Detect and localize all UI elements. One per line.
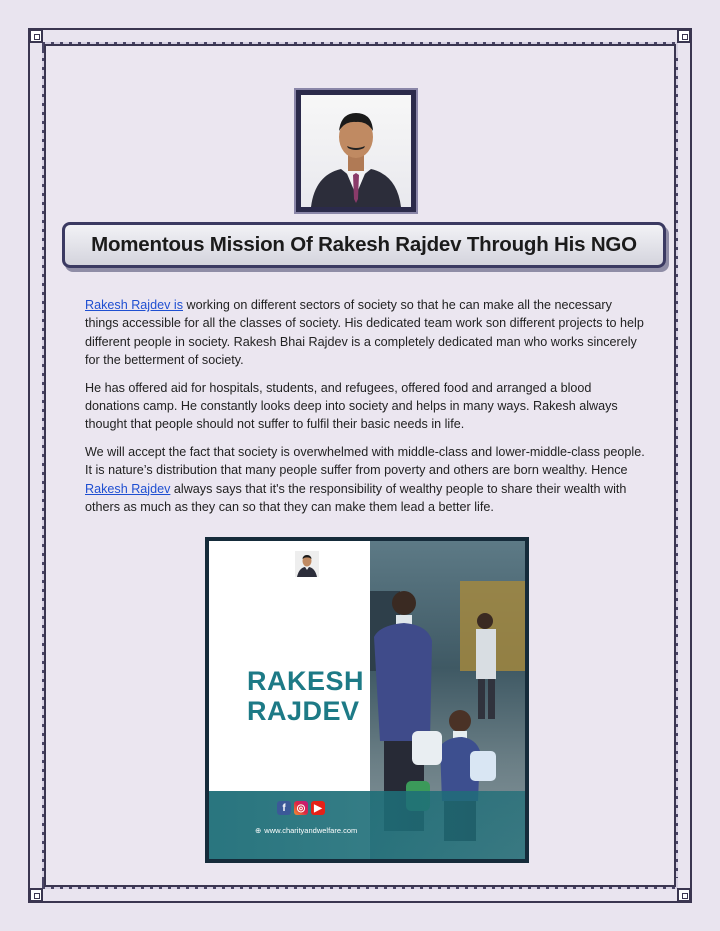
paragraph-text: working on different sectors of society so that he can make all the necessary things accessible for all the classes of society. His dedicated team work son different projects to help different people in society. Rakesh Bhai Rajdev is a completely dedicated man who works sincerely for the betterment of society.	[85, 298, 644, 368]
corner-ornament	[29, 29, 43, 43]
title-banner	[62, 222, 666, 268]
corner-ornament	[29, 888, 43, 902]
promo-footer-band	[209, 791, 525, 859]
corner-ornament	[677, 888, 691, 902]
instagram-icon: ◎	[294, 801, 308, 815]
promo-name-line: RAKESH	[247, 666, 365, 696]
social-icons	[277, 801, 325, 815]
portrait-frame	[296, 90, 416, 212]
paragraph-text: always says that it's the responsibility of wealthy people to share their wealth with others as much as they can so that they can make them lead a better life.	[85, 481, 627, 515]
small-portrait-icon	[295, 551, 319, 577]
corner-ornament	[677, 29, 691, 43]
promo-name-heading	[247, 666, 367, 726]
promo-website	[255, 826, 357, 835]
website-text: www.charityandwelfare.com	[264, 826, 358, 835]
rakesh-rajdev-link[interactable]: Rakesh Rajdev	[85, 481, 171, 496]
promo-name-line: RAJDEV	[247, 696, 360, 726]
facebook-icon: f	[277, 801, 291, 815]
promo-canvas	[209, 541, 525, 859]
page-title: Momentous Mission Of Rakesh Rajdev Through His NGO	[91, 233, 637, 256]
paragraph-text: We will accept the fact that society is overwhelmed with middle-class and lower-middle-class people. It is nature’s distribution that many people suffer from poverty and others are born wealthy. Hence	[85, 444, 645, 478]
portrait-photo	[301, 95, 411, 207]
person-illustration	[301, 95, 411, 207]
article-body	[85, 296, 645, 525]
globe-icon: ⊕	[255, 826, 262, 835]
rakesh-rajdev-link[interactable]: Rakesh Rajdev is	[85, 298, 183, 312]
paragraph-2: He has offered aid for hospitals, students, and refugees, offered food and arranged a blood donations camp. He constantly looks deep into society and helps in many ways. Rakesh always thought that people should not suffer to fulfil their basic needs in life.	[85, 380, 618, 432]
paragraph-3	[85, 443, 645, 517]
youtube-icon: ▶	[311, 801, 325, 815]
paragraph-1	[85, 296, 645, 370]
promo-image	[205, 537, 529, 863]
